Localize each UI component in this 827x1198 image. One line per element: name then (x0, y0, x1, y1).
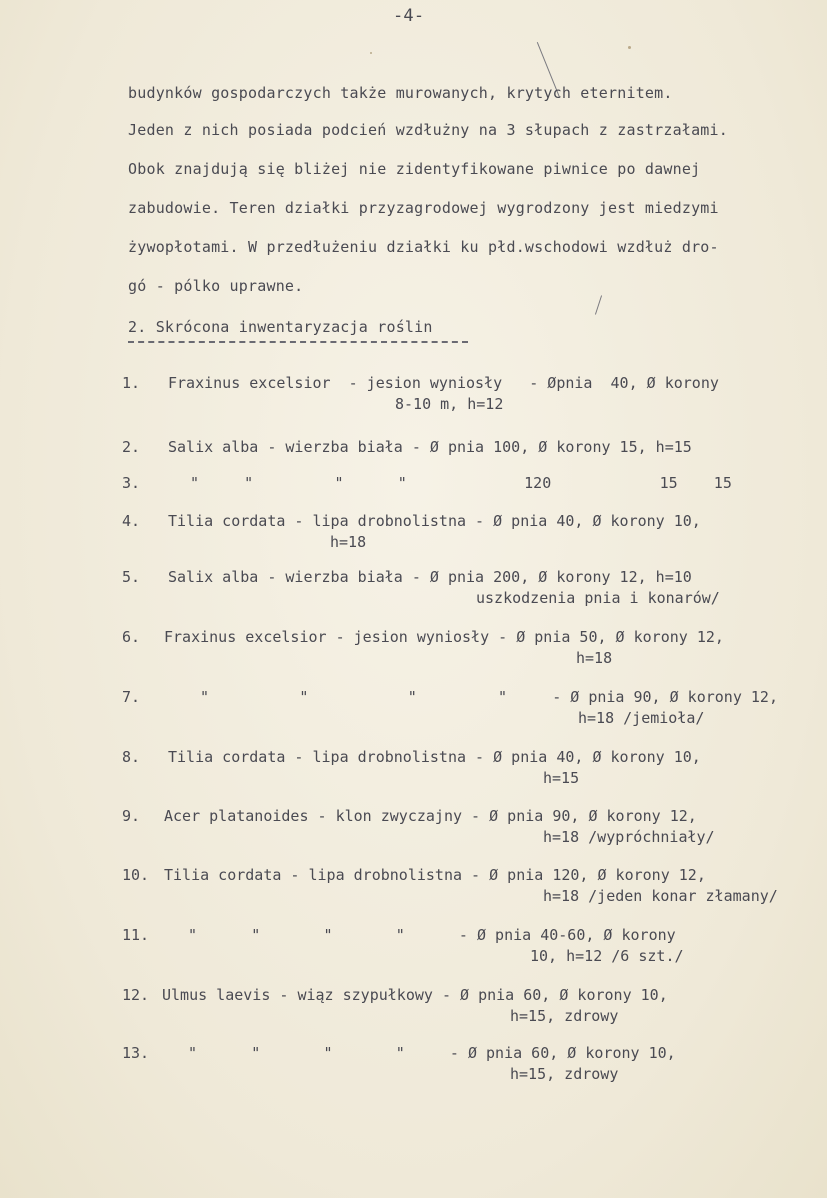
list-item: " " " " 120 15 15 (190, 474, 732, 492)
list-item: Ulmus laevis - wiąz szypułkowy - Ø pnia 60, Ø korony 10, (162, 986, 668, 1004)
item-number: 12. (122, 986, 150, 1004)
list-item: Salix alba - wierzba biała - Ø pnia 200, Ø korony 12, h=10 (168, 568, 692, 586)
list-item: Salix alba - wierzba biała - Ø pnia 100, Ø korony 15, h=15 (168, 438, 692, 456)
paragraph-line: zabudowie. Teren działki przyzagrodowej wygrodzony jest miedzymi (128, 199, 719, 217)
item-number: 4. (122, 512, 141, 530)
paper-speck (370, 52, 372, 54)
page-number: -4- (393, 6, 425, 26)
item-number: 9. (122, 807, 141, 825)
paragraph-line: budynków gospodarczych także murowanych, krytych eternitem. (128, 84, 673, 102)
list-item: Tilia cordata - lipa drobnolistna - Ø pnia 40, Ø korony 10, (168, 748, 701, 766)
list-item-continuation: h=18 /jemioła/ (578, 709, 705, 727)
section-heading: 2. Skrócona inwentaryzacja roślin (128, 318, 433, 336)
item-number: 7. (122, 688, 141, 706)
item-number: 10. (122, 866, 150, 884)
list-item: Tilia cordata - lipa drobnolistna - Ø pnia 120, Ø korony 12, (164, 866, 706, 884)
paragraph-line: gó - pólko uprawne. (128, 277, 304, 295)
list-item-continuation: h=15 (543, 769, 580, 787)
list-item: Fraxinus excelsior - jesion wyniosły - Øpnia 40, Ø korony (168, 374, 719, 392)
list-item: Fraxinus excelsior - jesion wyniosły - Ø pnia 50, Ø korony 12, (164, 628, 724, 646)
item-number: 1. (122, 374, 141, 392)
list-item: Acer platanoides - klon zwyczajny - Ø pnia 90, Ø korony 12, (164, 807, 697, 825)
paragraph-line: Obok znajdują się bliżej nie zidentyfikowane piwnice po dawnej (128, 160, 701, 178)
list-item-continuation: h=18 /wypróchniały/ (543, 828, 715, 846)
list-item-continuation: h=18 (330, 533, 367, 551)
list-item: " " " " - Ø pnia 90, Ø korony 12, (200, 688, 778, 706)
list-item-continuation: uszkodzenia pnia i konarów/ (476, 589, 720, 607)
item-number: 8. (122, 748, 141, 766)
list-item-continuation: h=18 /jeden konar złamany/ (543, 887, 778, 905)
item-number: 6. (122, 628, 141, 646)
list-item: " " " " - Ø pnia 40-60, Ø korony (188, 926, 676, 944)
paragraph-line: żywopłotami. W przedłużeniu działki ku płd.wschodowi wzdłuż dro- (128, 238, 719, 256)
item-number: 5. (122, 568, 141, 586)
list-item: Tilia cordata - lipa drobnolistna - Ø pnia 40, Ø korony 10, (168, 512, 701, 530)
paragraph-line: Jeden z nich posiada podcień wzdłużny na 3 słupach z zastrzałami. (128, 121, 728, 139)
heading-underline (128, 341, 468, 343)
item-number: 13. (122, 1044, 150, 1062)
item-number: 3. (122, 474, 141, 492)
list-item-continuation: h=15, zdrowy (510, 1065, 619, 1083)
list-item-continuation: 10, h=12 /6 szt./ (530, 947, 684, 965)
item-number: 11. (122, 926, 150, 944)
paper-speck (628, 46, 631, 49)
pencil-mark (595, 295, 602, 314)
list-item: " " " " - Ø pnia 60, Ø korony 10, (188, 1044, 676, 1062)
list-item-continuation: 8-10 m, h=12 (395, 395, 504, 413)
item-number: 2. (122, 438, 141, 456)
list-item-continuation: h=18 (576, 649, 613, 667)
list-item-continuation: h=15, zdrowy (510, 1007, 619, 1025)
